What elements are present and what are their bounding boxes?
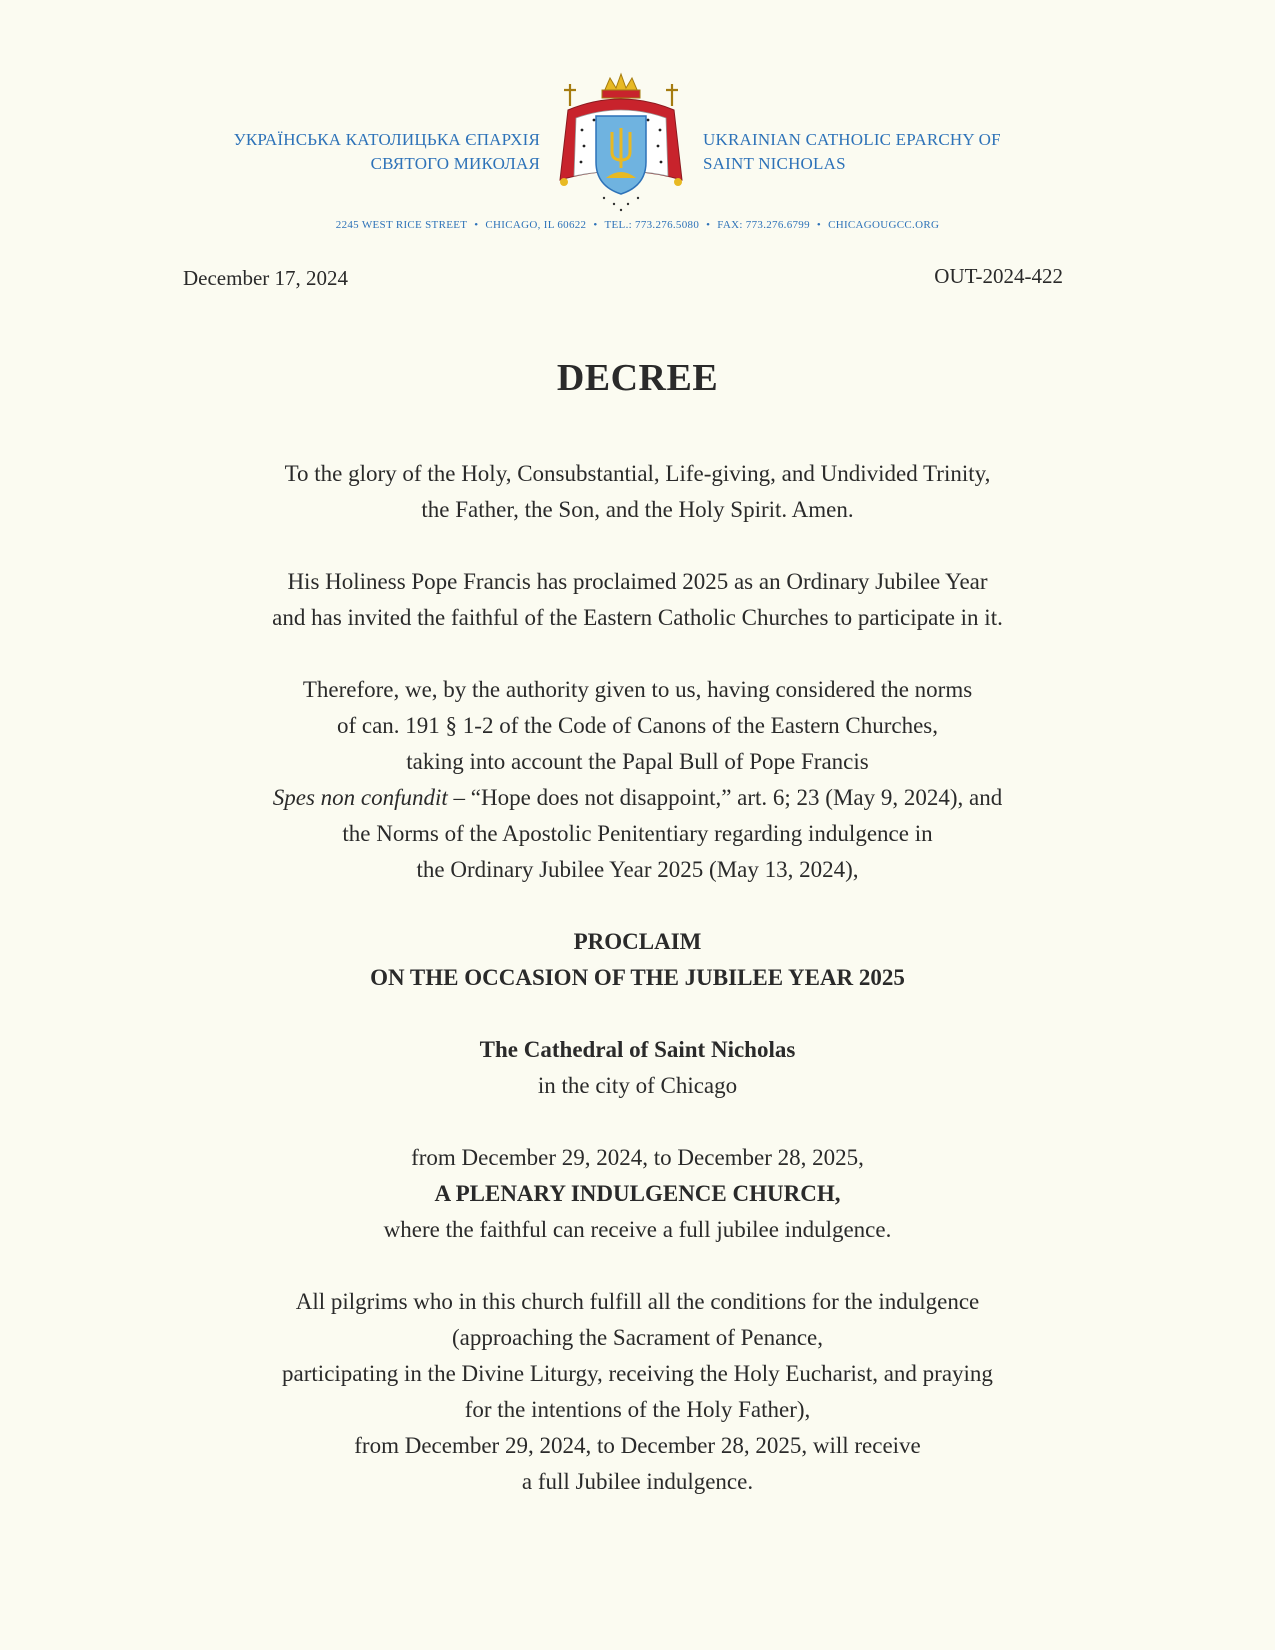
decree-body bbox=[0, 456, 1275, 1536]
authority-paragraph bbox=[0, 672, 1275, 888]
eparchy-name-english-line1: UKRAINIAN CATHOLIC EPARCHY OF bbox=[703, 130, 1001, 149]
eparchy-name-english-line2: SAINT NICHOLAS bbox=[703, 154, 846, 173]
authority-line: of can. 191 § 1-2 of the Code of Canons of the Eastern Churches, bbox=[336, 713, 939, 738]
reference-number: OUT-2024-422 bbox=[934, 264, 1063, 288]
address-fax: FAX: 773.276.6799 bbox=[717, 219, 810, 231]
cathedral-name: The Cathedral of Saint Nicholas bbox=[479, 1037, 796, 1062]
address-street: 2245 WEST RICE STREET bbox=[335, 219, 468, 231]
letterhead bbox=[0, 0, 1275, 240]
bullet-separator: • bbox=[474, 219, 479, 231]
bullet-separator: • bbox=[816, 219, 822, 231]
address-tel: TEL.: 773.276.5080 bbox=[604, 219, 700, 231]
context-line: and has invited the faithful of the Eastern Catholic Churches to participate in it. bbox=[272, 605, 1003, 630]
authority-line: Therefore, we, by the authority given to us, having considered the norms bbox=[302, 677, 973, 702]
conditions-line: (approaching the Sacrament of Penance, bbox=[451, 1325, 824, 1350]
bullet-separator: • bbox=[706, 219, 711, 231]
cathedral-city: in the city of Chicago bbox=[537, 1073, 738, 1098]
papal-bull-title: Spes non confundit bbox=[272, 785, 448, 810]
indulgence-dates: from December 29, 2024, to December 28, 2025, bbox=[411, 1145, 864, 1170]
conditions-paragraph bbox=[0, 1284, 1275, 1500]
eparchy-name-ukrainian-line1: УКРАЇНСЬКА КАТОЛИЦЬКА ЄПАРХІЯ bbox=[233, 130, 540, 149]
conditions-line: participating in the Divine Liturgy, receiving the Holy Eucharist, and praying bbox=[282, 1361, 993, 1386]
address-website: CHICAGOUGCC.ORG bbox=[828, 219, 940, 231]
authority-line: the Ordinary Jubilee Year 2025 (May 13, 2024), bbox=[416, 857, 859, 882]
proclaim-heading-line: ON THE OCCASION OF THE JUBILEE YEAR 2025 bbox=[370, 965, 905, 990]
authority-line bbox=[0, 780, 1275, 816]
eparchy-name-english bbox=[703, 128, 1123, 176]
eparchy-address bbox=[0, 219, 1275, 231]
invocation-paragraph bbox=[0, 456, 1275, 528]
eparchy-name-ukrainian-line2: СВЯТОГО МИКОЛАЯ bbox=[370, 154, 540, 173]
conditions-line: from December 29, 2024, to December 28, 2025, will receive bbox=[354, 1433, 921, 1458]
jubilee-context-paragraph bbox=[0, 564, 1275, 636]
context-line: His Holiness Pope Francis has proclaimed 2025 as an Ordinary Jubilee Year bbox=[287, 569, 988, 594]
address-city: CHICAGO, IL 60622 bbox=[485, 219, 587, 231]
coat-of-arms-icon bbox=[554, 70, 688, 218]
proclaim-heading bbox=[0, 924, 1275, 996]
conditions-line: a full Jubilee indulgence. bbox=[521, 1469, 754, 1494]
indulgence-description: where the faithful can receive a full jubilee indulgence. bbox=[383, 1217, 892, 1242]
conditions-line: All pilgrims who in this church fulfill all the conditions for the indulgence bbox=[295, 1289, 980, 1314]
authority-line: the Norms of the Apostolic Penitentiary regarding indulgence in bbox=[342, 821, 933, 846]
invocation-line: the Father, the Son, and the Holy Spirit. Amen. bbox=[421, 497, 854, 522]
cathedral-paragraph bbox=[0, 1032, 1275, 1104]
proclaim-heading-line: PROCLAIM bbox=[573, 929, 702, 954]
bullet-separator: • bbox=[593, 219, 598, 231]
invocation-line: To the glory of the Holy, Consubstantial, Life-giving, and Undivided Trinity, bbox=[284, 461, 991, 486]
document-title: DECREE bbox=[556, 357, 719, 399]
document-date: December 17, 2024 bbox=[183, 266, 349, 290]
conditions-line: for the intentions of the Holy Father), bbox=[464, 1397, 811, 1422]
papal-bull-citation: – “Hope does not disappoint,” art. 6; 23 (May 9, 2024), and bbox=[447, 785, 1003, 810]
indulgence-period-paragraph bbox=[0, 1140, 1275, 1248]
authority-line: taking into account the Papal Bull of Pope Francis bbox=[406, 749, 869, 774]
indulgence-designation: A PLENARY INDULGENCE CHURCH, bbox=[434, 1181, 841, 1206]
eparchy-name-ukrainian bbox=[120, 128, 540, 176]
